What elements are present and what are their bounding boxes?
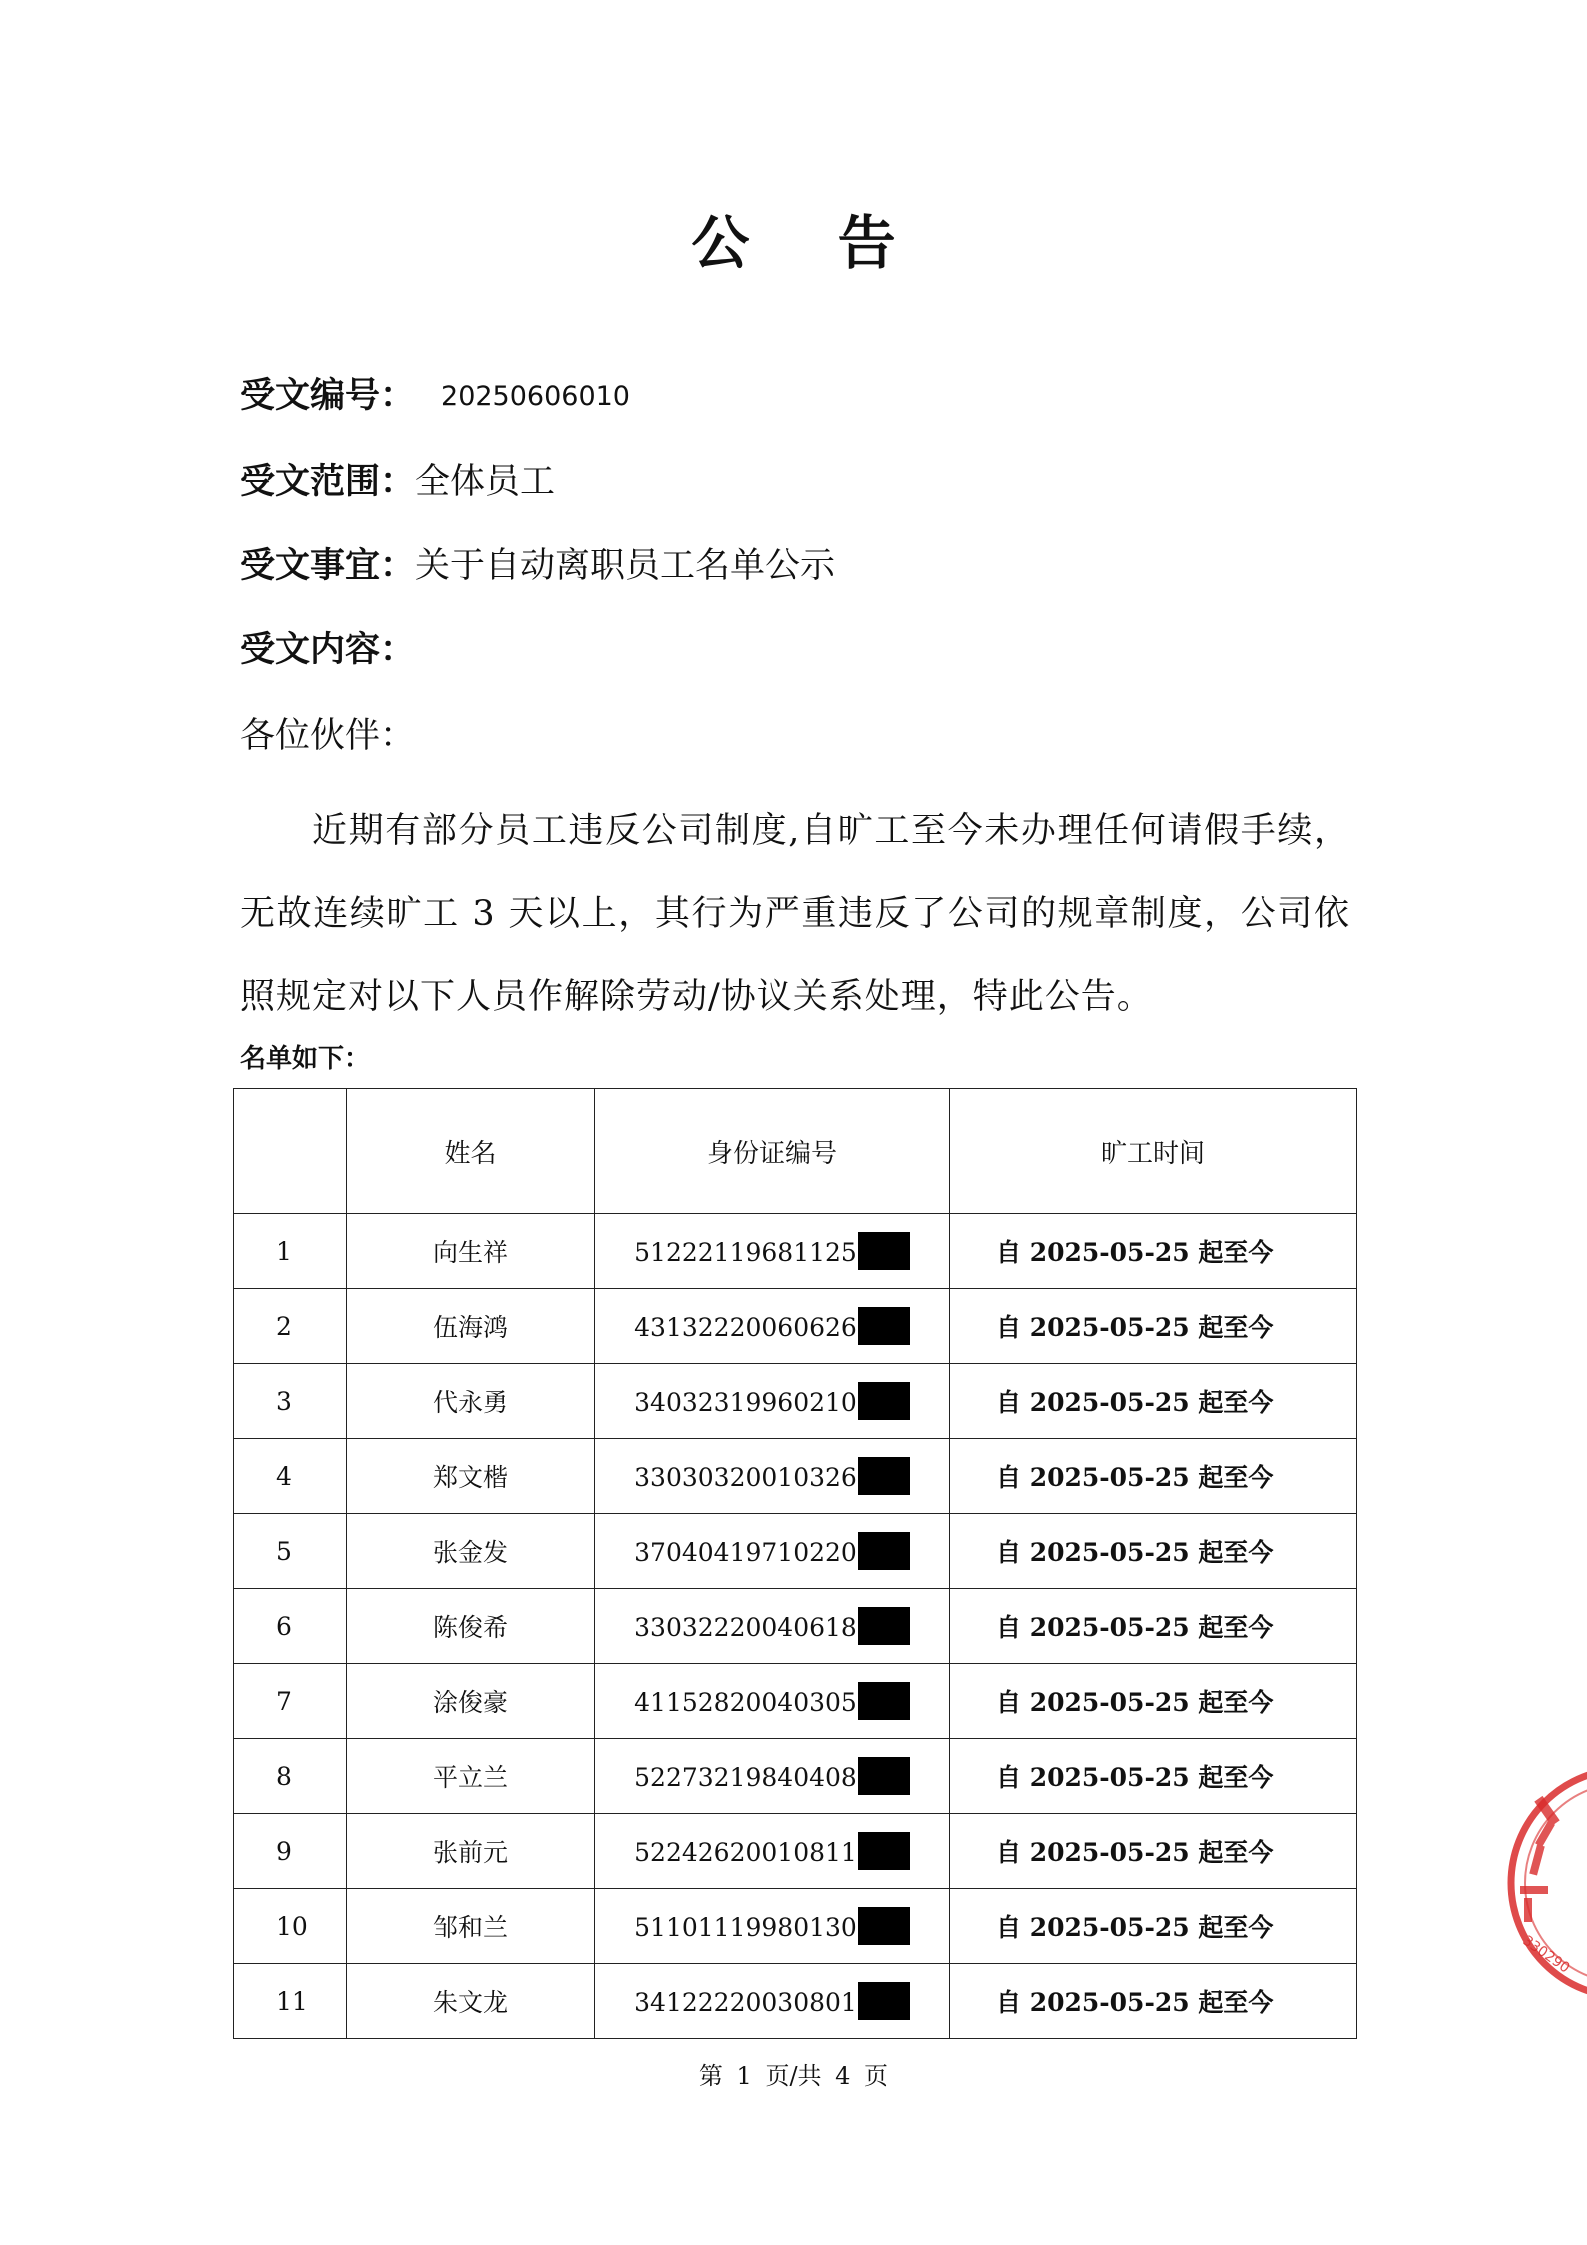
id-number-partial: 37040419710220 [634,1538,857,1567]
document-content-row [240,626,415,674]
id-number-cell [595,1739,950,1814]
redaction-block [858,1232,910,1270]
table-row [234,1889,1357,1964]
row-index: 7 [234,1664,347,1739]
redaction-block [858,1532,910,1570]
row-index: 2 [234,1289,347,1364]
table-row [234,1739,1357,1814]
document-number-label: 受文编号： [240,375,416,416]
id-number-cell [595,1889,950,1964]
document-number-row [240,372,630,421]
document-subject-label: 受文事宜： [240,545,416,586]
employee-name: 郑文楷 [347,1439,595,1514]
table-row [234,1439,1357,1514]
header-absence-time: 旷工时间 [950,1089,1357,1214]
id-number-partial: 34032319960210 [634,1388,857,1417]
row-index: 1 [234,1214,347,1289]
document-scope-label: 受文范围： [240,461,416,502]
header-name: 姓名 [347,1089,595,1214]
absence-time: 自 2025-05-25 起至今 [950,1964,1357,2039]
id-number-partial: 52242620010811 [634,1838,857,1867]
document-content-label: 受文内容： [240,629,416,670]
document-subject-value: 关于自动离职员工名单公示 [415,546,836,586]
absence-time: 自 2025-05-25 起至今 [950,1664,1357,1739]
document-scope-value: 全体员工 [415,462,556,502]
page-footer: 第 1 页/共 4 页 [698,2062,889,2090]
document-subject-row [240,542,835,590]
absence-time: 自 2025-05-25 起至今 [950,1889,1357,1964]
id-number-partial: 33032220040618 [634,1613,857,1642]
id-number-partial: 43132220060626 [634,1313,857,1342]
redaction-block [858,1907,910,1945]
id-number-cell [595,1589,950,1664]
id-number-partial: 51222119681125 [634,1238,857,1267]
row-index: 8 [234,1739,347,1814]
id-number-cell [595,1514,950,1589]
redaction-block [858,1832,910,1870]
redaction-block [858,1307,910,1345]
employee-name: 张金发 [347,1514,595,1589]
id-number-partial: 51101119980130 [634,1913,857,1942]
row-index: 11 [234,1964,347,2039]
absence-time: 自 2025-05-25 起至今 [950,1289,1357,1364]
employee-name: 朱文龙 [347,1964,595,2039]
absence-time: 自 2025-05-25 起至今 [950,1514,1357,1589]
employee-name: 代永勇 [347,1364,595,1439]
absence-time: 自 2025-05-25 起至今 [950,1589,1357,1664]
row-index: 3 [234,1364,347,1439]
redaction-block [858,1457,910,1495]
company-seal [1500,1758,1587,2008]
employee-name: 平立兰 [347,1739,595,1814]
header-id-number: 身份证编号 [595,1089,950,1214]
id-number-cell [595,1214,950,1289]
absence-time: 自 2025-05-25 起至今 [950,1439,1357,1514]
id-number-partial: 52273219840408 [634,1763,857,1792]
table-row [234,1589,1357,1664]
table-row [234,1814,1357,1889]
table-header-row [234,1089,1357,1214]
employee-name: 陈俊希 [347,1589,595,1664]
redaction-block [858,1682,910,1720]
employee-name: 伍海鸿 [347,1289,595,1364]
row-index: 6 [234,1589,347,1664]
document-scope-row [240,458,555,506]
absence-time: 自 2025-05-25 起至今 [950,1739,1357,1814]
id-number-cell [595,1439,950,1514]
document-number-value: 20250606010 [441,381,630,412]
table-row [234,1964,1357,2039]
id-number-partial: 33030320010326 [634,1463,857,1492]
table-row [234,1664,1357,1739]
employee-name: 涂俊豪 [347,1664,595,1739]
redaction-block [858,1757,910,1795]
table-row [234,1214,1357,1289]
redaction-block [858,1382,910,1420]
page-title: 公 告 [691,209,930,277]
employee-name: 向生祥 [347,1214,595,1289]
id-number-cell [595,1364,950,1439]
absence-time: 自 2025-05-25 起至今 [950,1214,1357,1289]
employee-name: 张前元 [347,1814,595,1889]
header-index [234,1089,347,1214]
id-number-cell [595,1814,950,1889]
redaction-block [858,1982,910,2020]
row-index: 4 [234,1439,347,1514]
table-row [234,1289,1357,1364]
table-row [234,1364,1357,1439]
row-index: 10 [234,1889,347,1964]
list-heading: 名单如下： [240,1044,371,1074]
body-paragraph: 近期有部分员工违反公司制度,自旷工至今未办理任何请假手续，无故连续旷工 3 天以上，其行为严重违反了公司的规章制度，公司依照规定对以下人员作解除劳动/协议关系处理，特此公告。 [240,811,1350,1017]
greeting: 各位伙伴： [240,716,416,756]
row-index: 9 [234,1814,347,1889]
absence-time: 自 2025-05-25 起至今 [950,1364,1357,1439]
redaction-block [858,1607,910,1645]
id-number-partial: 34122220030801 [634,1988,857,2017]
seal-code-text: 330290 [1519,1932,1573,1977]
employee-name: 邹和兰 [347,1889,595,1964]
employee-table [233,1088,1357,2039]
absence-time: 自 2025-05-25 起至今 [950,1814,1357,1889]
row-index: 5 [234,1514,347,1589]
id-number-cell [595,1964,950,2039]
table-row [234,1514,1357,1589]
id-number-cell [595,1664,950,1739]
id-number-partial: 41152820040305 [634,1688,857,1717]
id-number-cell [595,1289,950,1364]
